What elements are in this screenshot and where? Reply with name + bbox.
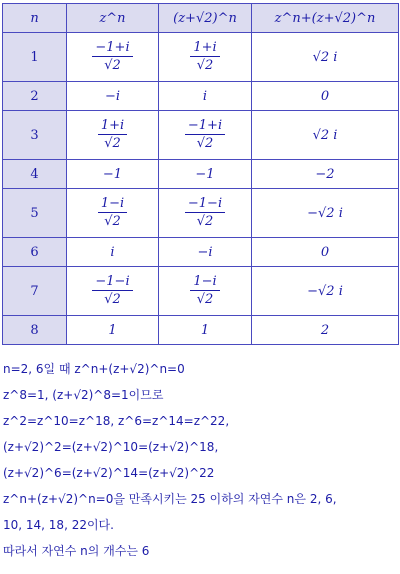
fraction (92, 40, 132, 74)
z-power-cell (67, 189, 159, 238)
table-row (3, 238, 399, 267)
n-cell: 2 (3, 82, 67, 111)
table-row (3, 82, 399, 111)
denominator: √2 (196, 292, 214, 307)
z-power-cell: −1 (67, 160, 159, 189)
shifted-power-cell (159, 189, 252, 238)
shifted-power-cell (159, 267, 252, 316)
n-cell: 7 (3, 267, 67, 316)
solution-line: 따라서 자연수 n의 개수는 6 (3, 544, 150, 558)
sum-cell: 2 (252, 316, 399, 345)
z-power-cell: i (67, 238, 159, 267)
numerator: −1−i (185, 196, 225, 213)
header-n: n (3, 4, 67, 33)
table-body (3, 33, 399, 345)
solution-line: z^n+(z+√2)^n=0을 만족시키는 25 이하의 자연수 n은 2, 6, (3, 492, 337, 506)
numerator: −1+i (185, 118, 225, 135)
sum-cell: −2 (252, 160, 399, 189)
denominator: √2 (196, 58, 214, 73)
shifted-power-cell: i (159, 82, 252, 111)
header-z-power: z^n (67, 4, 159, 33)
fraction (185, 196, 225, 230)
solution-line: (z+√2)^2=(z+√2)^10=(z+√2)^18, (3, 440, 219, 454)
solution-line: n=2, 6일 때 z^n+(z+√2)^n=0 (3, 362, 185, 376)
n-cell: 4 (3, 160, 67, 189)
denominator: √2 (196, 214, 214, 229)
numerator: 1+i (98, 118, 127, 135)
numerator: 1+i (190, 40, 219, 57)
table-row (3, 33, 399, 82)
z-power-cell: 1 (67, 316, 159, 345)
n-cell: 6 (3, 238, 67, 267)
solution-line: z^8=1, (z+√2)^8=1이므로 (3, 388, 164, 402)
sum-cell: −√2 i (252, 189, 399, 238)
table-row (3, 316, 399, 345)
sum-cell: −√2 i (252, 267, 399, 316)
solution-line: (z+√2)^6=(z+√2)^14=(z+√2)^22 (3, 466, 215, 480)
z-power-cell (67, 33, 159, 82)
sum-cell: 0 (252, 82, 399, 111)
sum-cell: 0 (252, 238, 399, 267)
sum-cell: √2 i (252, 111, 399, 160)
denominator: √2 (196, 136, 214, 151)
header-sum: z^n+(z+√2)^n (252, 4, 399, 33)
solution-line: z^2=z^10=z^18, z^6=z^14=z^22, (3, 414, 230, 428)
sum-cell: √2 i (252, 33, 399, 82)
n-cell: 5 (3, 189, 67, 238)
table-row (3, 267, 399, 316)
fraction (185, 118, 225, 152)
table-row (3, 160, 399, 189)
fraction (190, 40, 219, 74)
numerator: 1−i (98, 196, 127, 213)
solution-line: 10, 14, 18, 22이다. (3, 518, 114, 532)
z-power-cell (67, 111, 159, 160)
fraction (98, 196, 127, 230)
fraction (92, 274, 132, 308)
table-row (3, 111, 399, 160)
z-power-cell (67, 267, 159, 316)
denominator: √2 (104, 214, 121, 229)
numerator: −1−i (92, 274, 132, 291)
n-cell: 8 (3, 316, 67, 345)
shifted-power-cell: −i (159, 238, 252, 267)
z-power-cell: −i (67, 82, 159, 111)
fraction (98, 118, 127, 152)
denominator: √2 (104, 58, 121, 73)
header-shifted-power: (z+√2)^n (159, 4, 252, 33)
shifted-power-cell: −1 (159, 160, 252, 189)
fraction (190, 274, 219, 308)
n-cell: 1 (3, 33, 67, 82)
table-row (3, 189, 399, 238)
table-header-row (3, 4, 399, 33)
solution-text (3, 356, 397, 564)
n-cell: 3 (3, 111, 67, 160)
numerator: −1+i (92, 40, 132, 57)
shifted-power-cell (159, 33, 252, 82)
shifted-power-cell (159, 111, 252, 160)
denominator: √2 (104, 292, 121, 307)
shifted-power-cell: 1 (159, 316, 252, 345)
numerator: 1−i (190, 274, 219, 291)
denominator: √2 (104, 136, 121, 151)
values-table (2, 3, 399, 345)
